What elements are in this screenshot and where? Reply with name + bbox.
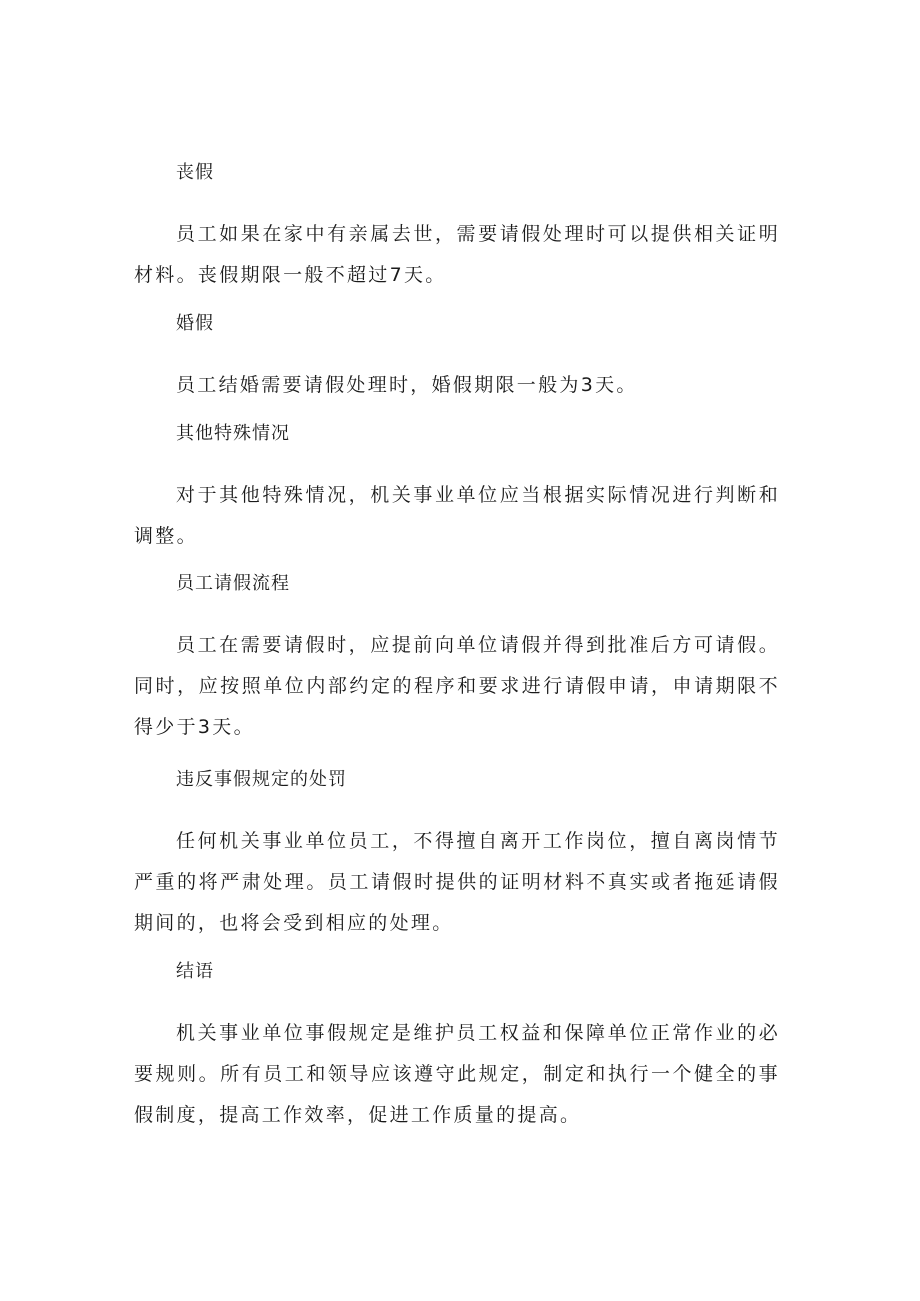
section-paragraph: 员工在需要请假时，应提前向单位请假并得到批准后方可请假。同时，应按照单位内部约定的程序和要求进行请假申请，申请期限不得少于3天。 [134, 634, 780, 738]
section-other-special-cases [134, 421, 780, 557]
section-conclusion [134, 959, 780, 1136]
section-paragraph: 员工结婚需要请假处理时，婚假期限一般为3天。 [176, 374, 638, 396]
section-heading: 丧假 [176, 162, 214, 183]
section-bereavement-leave [134, 160, 780, 296]
section-paragraph: 机关事业单位事假规定是维护员工权益和保障单位正常作业的必要规则。所有员工和领导应该遵守此规定，制定和执行一个健全的事假制度，提高工作效率，促进工作质量的提高。 [134, 1022, 780, 1126]
section-marriage-leave [134, 311, 780, 406]
section-violation-penalty [134, 767, 780, 944]
section-heading: 其他特殊情况 [176, 423, 290, 444]
section-paragraph: 任何机关事业单位员工，不得擅自离开工作岗位，擅自离岗情节严重的将严肃处理。员工请假时提供的证明材料不真实或者拖延请假期间的，也将会受到相应的处理。 [134, 830, 780, 934]
section-heading: 结语 [176, 961, 214, 982]
section-paragraph: 员工如果在家中有亲属去世，需要请假处理时可以提供相关证明材料。丧假期限一般不超过7天。 [134, 223, 780, 286]
section-paragraph: 对于其他特殊情况，机关事业单位应当根据实际情况进行判断和调整。 [134, 484, 780, 547]
section-heading: 员工请假流程 [176, 573, 290, 594]
section-heading: 婚假 [176, 313, 214, 334]
section-leave-procedure [134, 571, 780, 748]
section-heading: 违反事假规定的处罚 [176, 769, 347, 790]
